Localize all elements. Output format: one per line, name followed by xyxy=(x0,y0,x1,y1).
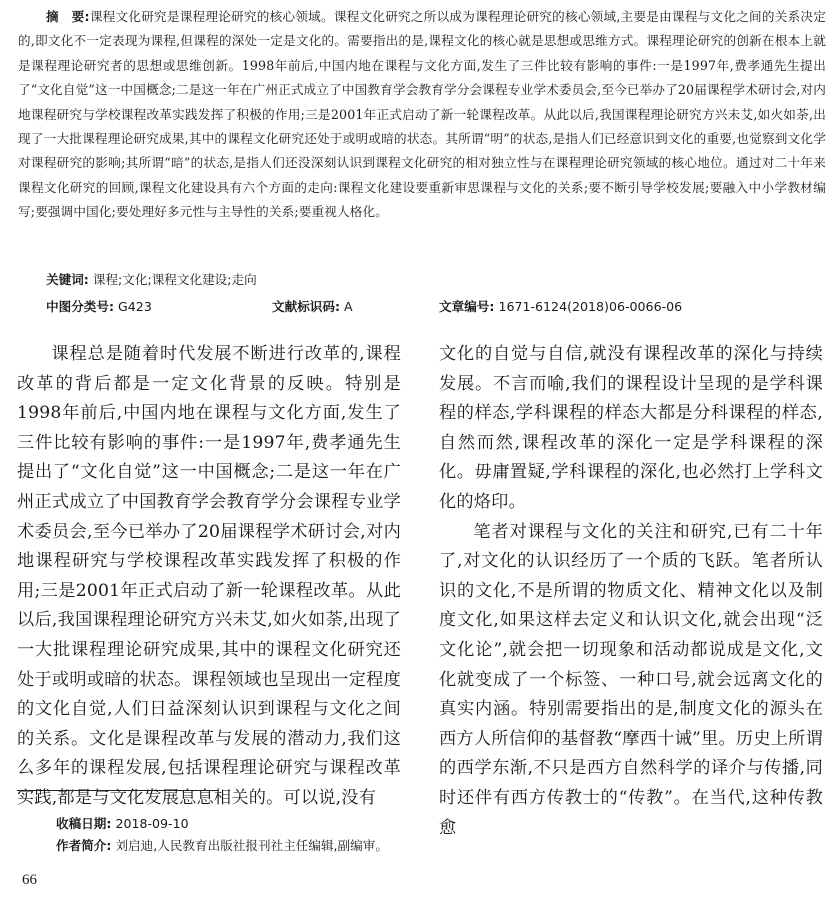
author-label: 作者简介: xyxy=(56,838,112,853)
doc-code-label: 文献标识码: xyxy=(272,299,341,314)
footnote-divider xyxy=(17,790,218,791)
author-bio xyxy=(56,835,388,854)
abstract-text: 课程文化研究是课程理论研究的核心领域。课程文化研究之所以成为课程理论研究的核心领域,主要是由课程与文化之间的关系决定的,即文化不一定表现为课程,但课程的深处一定是文化的。需要指出的是,课程文化的核心就是思想或思维方式。课程理论研究的创新在根本上就是课程理论研究者的思想或思维创新。1998年前后,中国内地在课程与文化方面,发生了三件比较有影响的事件:一是1997年,费孝通先生提出了“文化自觉”这一中国概念;二是这一年在广州正式成立了中国教育学会教育学分会课程专业学术委员会,至今已举办了20届课程学术研讨会,对内地课程研究与学校课程改革实践发挥了积极的作用;三是2001年正式启动了新一轮课程改革。从此以后,我国课程理论研究方兴未艾,如火如荼,出现了一大批课程理论研究成果,其中的课程文化研究还处于或明或暗的状态。其所谓“明”的状态,是指人们已经意识到文化的重要,也觉察到文化学对课程研究的影响;其所谓“暗”的状态,是指人们还没深刻认识到课程文化研究的相对独立性与在课程理论研究领域的核心地位。通过对二十年来课程文化研究的回顾,课程文化建设具有六个方面的走向:课程文化建设要重新审思课程与文化的关系;要不断引导学校发展;要融入中小学教材编写;要强调中国化;要处理好多元性与主导性的关系;要重视人格化。 xyxy=(18,9,826,220)
body-paragraph: 文化的自觉与自信,就没有课程改革的深化与持续发展。不言而喻,我们的课程设计呈现的是学科课程的样态,学科课程的样态大都是分科课程的样态,自然而然,课程改革的深化一定是学科课程的深化。毋庸置疑,学科课程的深化,也必然打上学科文化的烙印。 xyxy=(439,344,823,512)
received-date xyxy=(56,813,189,832)
received-value: 2018-09-10 xyxy=(115,816,189,831)
article-number xyxy=(439,296,682,315)
page-number: 66 xyxy=(22,872,37,888)
article-no-value: 1671-6124(2018)06-0066-06 xyxy=(498,299,683,314)
clc-number xyxy=(46,296,152,315)
article-no-label: 文章编号: xyxy=(439,299,495,314)
clc-label: 中图分类号: xyxy=(46,299,115,314)
body-paragraph: 笔者对课程与文化的关注和研究,已有二十年了,对文化的认识经历了一个质的飞跃。笔者所认识的文化,不是所谓的物质文化、精神文化以及制度文化,如果这样去定义和认识文化,就会出现“泛文化论”,就会把一切现象和活动都说成是文化,文化就变成了一个标签、一种口号,就会远离文化的真实内涵。特别需要指出的是,制度文化的源头在西方人所信仰的基督教“摩西十诫”里。历史上所谓的西学东渐,不只是西方自然科学的译介与传播,同时还伴有西方传教士的“传教”。在当代,这种传教愈 xyxy=(439,521,823,838)
keywords xyxy=(46,269,257,288)
keywords-label: 关键词: xyxy=(46,272,89,287)
abstract xyxy=(18,5,826,225)
author-value: 刘启迪,人民教育出版社报刊社主任编辑,副编审。 xyxy=(115,838,388,853)
doc-code-value: A xyxy=(344,299,353,314)
abstract-label: 摘 要: xyxy=(46,9,90,24)
clc-value: G423 xyxy=(118,299,152,314)
document-code xyxy=(272,296,353,315)
body-column-right xyxy=(439,340,823,843)
keywords-text: 课程;文化;课程文化建设;走向 xyxy=(92,272,257,287)
received-label: 收稿日期: xyxy=(56,816,112,831)
body-paragraph: 课程总是随着时代发展不断进行改革的,课程改革的背后都是一定文化背景的反映。特别是1998年前后,中国内地在课程与文化方面,发生了三件比较有影响的事件:一是1997年,费孝通先生提出了“文化自觉”这一中国概念;二是这一年在广州正式成立了中国教育学会教育学分会课程专业学术委员会,至今已举办了20届课程学术研讨会,对内地课程研究与学校课程改革实践发挥了积极的作用;三是2001年正式启动了新一轮课程改革。从此以后,我国课程理论研究方兴未艾,如火如荼,出现了一大批课程理论研究成果,其中的课程文化研究还处于或明或暗的状态。课程领域也呈现出一定程度的文化自觉,人们日益深刻认识到课程与文化之间的关系。文化是课程改革与发展的潜动力,我们这么多年的课程发展,包括课程理论研究与课程改革实践,都是与文化发展息息相关的。可以说,没有 xyxy=(17,344,401,808)
body-column-left xyxy=(17,340,401,814)
